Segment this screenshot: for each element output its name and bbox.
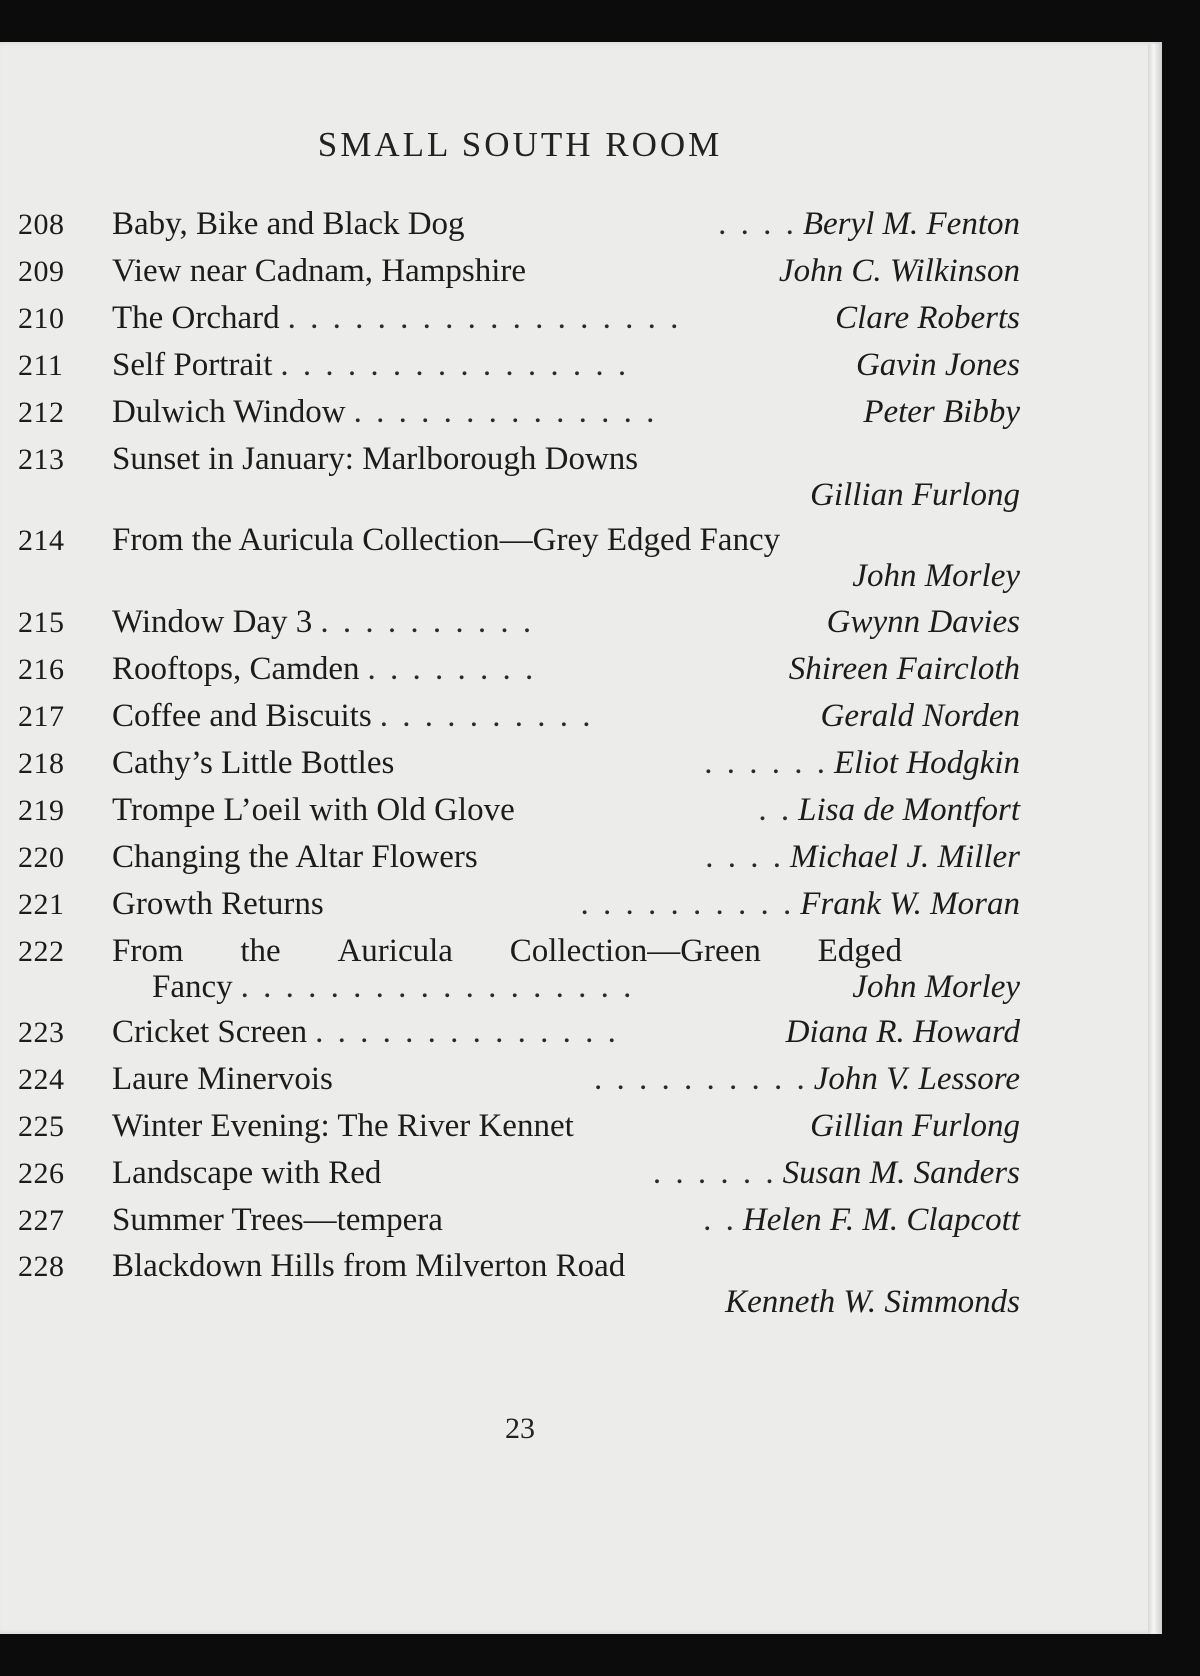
catalogue-entry: [18, 933, 1020, 1005]
entry-number: 228: [18, 1250, 65, 1283]
catalogue-entry: [18, 253, 1020, 289]
entry-number: 211: [18, 349, 64, 382]
entry-artist: Diana R. Howard: [785, 1014, 1020, 1050]
entry-title: Dulwich Window: [112, 394, 346, 430]
entry-number: 224: [18, 1063, 65, 1096]
catalogue-entry: [18, 394, 1020, 430]
leader-dots: . . . . . . . . . . . . . .: [353, 394, 658, 430]
leader-dots: . . . . . .: [652, 1155, 777, 1191]
catalogue-entry: [18, 1155, 1020, 1191]
catalogue-entry: [18, 698, 1020, 734]
title-word: Collection—Green: [509, 933, 761, 969]
leader-dots: . .: [703, 1202, 737, 1238]
entry-number: 219: [18, 794, 65, 827]
entry-number: 216: [18, 653, 65, 686]
entry-number: 220: [18, 841, 65, 874]
entry-artist: John V. Lessore: [813, 1061, 1020, 1097]
title-word: Auricula: [337, 933, 453, 969]
catalogue-entry: [18, 651, 1020, 687]
entry-artist: Susan M. Sanders: [782, 1155, 1020, 1191]
catalogue-entry: [18, 1248, 1020, 1320]
catalogue-entry: [18, 792, 1020, 828]
entry-title: The Orchard: [112, 300, 280, 336]
leader-dots: . . . . . . . . . .: [320, 604, 535, 640]
entry-title: Trompe L’oeil with Old Glove: [112, 792, 515, 828]
entry-number: 214: [18, 524, 65, 557]
leader-dots: . . . . . . . . . . . . . . . . . .: [240, 969, 635, 1005]
entry-number: 218: [18, 747, 65, 780]
entry-artist: Shireen Faircloth: [788, 651, 1020, 687]
leader-dots: . .: [758, 792, 793, 828]
catalogue-entry: [18, 522, 1020, 594]
catalogue-entry: [18, 1108, 1020, 1144]
entry-title: Growth Returns: [112, 886, 324, 922]
entry-artist: Eliot Hodgkin: [833, 745, 1020, 781]
catalogue-entry: [18, 745, 1020, 781]
page-heading: SMALL SOUTH ROOM: [317, 125, 723, 164]
entry-number: 212: [18, 396, 65, 429]
entry-artist: Clare Roberts: [835, 300, 1020, 336]
entry-artist: Kenneth W. Simmonds: [725, 1284, 1020, 1320]
leader-dots: . . . . . . . . . . . . . .: [315, 1014, 619, 1050]
catalogue-entry: [18, 206, 1020, 242]
entry-title: Sunset in January: Marlborough Downs: [112, 441, 639, 477]
leader-dots: . . . . . . . . . .: [379, 698, 594, 734]
entry-number: 210: [18, 302, 65, 335]
entry-artist: Helen F. M. Clapcott: [742, 1202, 1020, 1238]
catalogue-entry: [18, 1061, 1020, 1097]
entry-artist: Gillian Furlong: [810, 477, 1020, 513]
entry-artist: John C. Wilkinson: [778, 253, 1020, 289]
entry-title: Changing the Altar Flowers: [112, 839, 478, 875]
entry-title: View near Cadnam, Hampshire: [112, 253, 527, 289]
entry-number: 213: [18, 443, 65, 476]
entry-title: From the Auricula Collection—Grey Edged Fancy: [112, 522, 781, 558]
entry-title: Coffee and Biscuits: [112, 698, 372, 734]
entry-title: Blackdown Hills from Milverton Road: [112, 1248, 626, 1284]
entry-artist: Gavin Jones: [855, 347, 1020, 383]
leader-dots: . . . . . . . . . .: [580, 886, 795, 922]
entry-title: Winter Evening: The River Kennet: [112, 1108, 574, 1144]
catalogue-entry: [18, 300, 1020, 336]
entry-title: Window Day 3: [112, 604, 313, 640]
catalogue-entry: [18, 839, 1020, 875]
entry-title: Summer Trees—tempera: [112, 1202, 443, 1238]
catalogue-entry: [18, 604, 1020, 640]
entry-number: 208: [18, 208, 65, 241]
page-number: 23: [505, 1412, 535, 1445]
leader-dots: . . . . . . . .: [367, 651, 537, 687]
entry-artist: Gwynn Davies: [826, 604, 1020, 640]
entry-title: [112, 933, 902, 970]
leader-dots: . . . . . . . . . . . . . . . . . .: [287, 300, 682, 336]
entry-number: 221: [18, 888, 65, 921]
entry-number: 227: [18, 1204, 65, 1237]
catalogue-entry: [18, 886, 1020, 922]
entry-artist: Frank W. Moran: [800, 886, 1020, 922]
entry-number: 226: [18, 1157, 65, 1190]
entry-artist: John Morley: [852, 558, 1020, 594]
entry-number: 223: [18, 1016, 65, 1049]
leader-dots: . . . . . . . . . .: [594, 1061, 808, 1097]
entry-artist: Gillian Furlong: [810, 1108, 1020, 1144]
entry-title: Cricket Screen: [112, 1014, 308, 1050]
catalogue-entry: [18, 441, 1020, 513]
entry-artist: Peter Bibby: [863, 394, 1020, 430]
title-word: the: [240, 933, 281, 969]
leader-dots: . . . .: [705, 839, 784, 875]
entry-artist: Gerald Norden: [820, 698, 1020, 734]
entry-title: Landscape with Red: [112, 1155, 382, 1191]
entry-title: Laure Minervois: [112, 1061, 333, 1097]
catalogue-entry: [18, 1014, 1020, 1050]
leader-dots: . . . . . . . . . . . . . . . .: [280, 347, 630, 383]
leader-dots: . . . .: [718, 206, 797, 242]
entry-number: 225: [18, 1110, 65, 1143]
title-word: Edged: [817, 933, 902, 969]
entry-number: 217: [18, 700, 65, 733]
entry-title: Baby, Bike and Black Dog: [112, 206, 465, 242]
entry-number: 209: [18, 255, 65, 288]
entry-artist: Beryl M. Fenton: [802, 206, 1020, 242]
entry-title: Cathy’s Little Bottles: [112, 745, 395, 781]
leader-dots: . . . . . .: [704, 745, 828, 781]
entry-number: 222: [18, 935, 65, 968]
entry-title: Self Portrait: [112, 347, 273, 383]
entry-artist: John Morley: [852, 969, 1020, 1005]
entry-artist: Michael J. Miller: [789, 839, 1020, 875]
page-edge: [1148, 44, 1162, 1634]
catalogue-entry: [18, 1202, 1020, 1238]
entry-title: Rooftops, Camden: [112, 651, 360, 687]
title-word: From: [112, 933, 184, 969]
entry-number: 215: [18, 606, 65, 639]
entry-title-continuation: Fancy: [152, 969, 233, 1005]
catalogue-entry: [18, 347, 1020, 383]
entry-artist: Lisa de Montfort: [798, 792, 1020, 828]
